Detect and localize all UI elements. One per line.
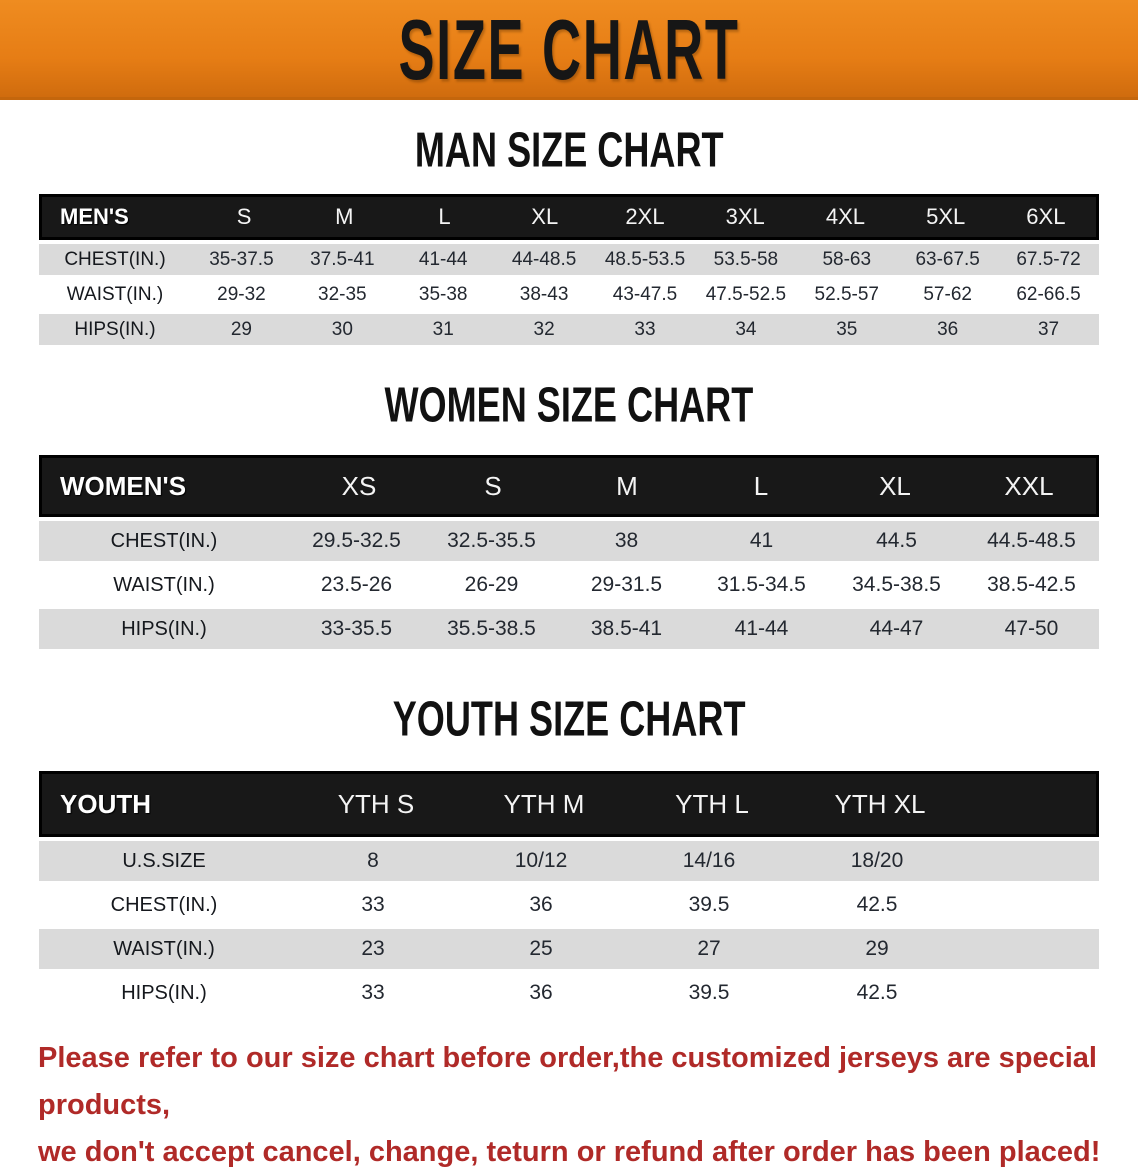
size-value-cell: 29	[230, 318, 252, 340]
row-label-cell: HIPS(IN.)	[121, 981, 207, 1004]
women-section-heading-text: WOMEN SIZE CHART	[384, 378, 754, 433]
size-value-cell: 63-67.5	[915, 248, 980, 270]
size-value-cell: 37	[1037, 318, 1060, 340]
disclaimer-text	[38, 1035, 1138, 1176]
row-label-cell: CHEST(IN.)	[110, 893, 218, 916]
size-value-cell: 39.5	[688, 981, 730, 1004]
women-waist-row	[39, 565, 1099, 605]
size-value-cell: 47.5-52.5	[705, 283, 787, 305]
youth-size-col-header: YTH XL	[834, 788, 926, 819]
row-label-cell: CHEST(IN.)	[64, 248, 166, 270]
men-chest-row	[39, 244, 1099, 275]
size-value-cell: 36	[529, 893, 553, 916]
women-chest-row	[39, 521, 1099, 561]
size-value-cell: 25	[529, 937, 553, 960]
youth-table-corner-label: YOUTH	[60, 788, 151, 819]
youth-size-col-header: YTH L	[675, 788, 749, 819]
size-value-cell: 58-63	[822, 248, 872, 270]
size-value-cell: 44-48.5	[511, 248, 577, 270]
size-value-cell: 33	[361, 893, 385, 916]
youth-section-heading-text: YOUTH SIZE CHART	[392, 692, 746, 747]
size-value-cell: 38	[614, 529, 639, 552]
size-value-cell: 33	[361, 981, 385, 1004]
men-size-col-header: XL	[531, 204, 559, 229]
men-size-col-header: 5XL	[926, 204, 966, 229]
size-value-cell: 35	[836, 318, 858, 340]
size-value-cell: 29-31.5	[590, 573, 663, 596]
youth-size-table	[39, 771, 1099, 1013]
size-value-cell: 35-38	[418, 283, 468, 305]
size-value-cell: 48.5-53.5	[604, 248, 686, 270]
size-value-cell: 43-47.5	[612, 283, 678, 305]
men-table-corner-label: MEN'S	[60, 204, 129, 229]
size-value-cell: 36	[937, 318, 959, 340]
size-value-cell: 26-29	[464, 573, 519, 596]
size-value-cell: 18/20	[850, 849, 904, 872]
size-value-cell: 35-37.5	[209, 248, 274, 270]
disclaimer-line-1: Please refer to our size chart before order,the customized jerseys are special products,	[38, 1042, 1097, 1121]
women-size-col-header: XS	[341, 470, 377, 501]
size-value-cell: 42.5	[856, 893, 898, 916]
size-value-cell: 34	[735, 318, 757, 340]
men-size-col-header: 3XL	[725, 204, 765, 229]
size-value-cell: 39.5	[688, 893, 730, 916]
men-size-col-header: S	[236, 204, 252, 229]
women-hips-row	[39, 609, 1099, 649]
size-value-cell: 38-43	[519, 283, 569, 305]
size-value-cell: 47-50	[1004, 617, 1059, 640]
size-value-cell: 32.5-35.5	[447, 529, 536, 552]
men-hips-row	[39, 314, 1099, 345]
size-value-cell: 27	[697, 937, 721, 960]
men-section-heading	[0, 123, 1138, 178]
size-value-cell: 23.5-26	[320, 573, 393, 596]
youth-size-col-header: YTH S	[337, 788, 415, 819]
men-size-col-header: 6XL	[1026, 204, 1066, 229]
size-value-cell: 33-35.5	[320, 617, 393, 640]
size-value-cell: 37.5-41	[310, 248, 375, 270]
size-value-cell: 31.5-34.5	[717, 573, 806, 596]
men-size-col-header: 2XL	[625, 204, 665, 229]
size-value-cell: 42.5	[856, 981, 898, 1004]
men-size-table	[39, 194, 1099, 345]
size-value-cell: 29.5-32.5	[312, 529, 401, 552]
size-value-cell: 38.5-41	[590, 617, 663, 640]
size-value-cell: 41-44	[734, 617, 789, 640]
youth-hips-row	[39, 973, 1099, 1013]
row-label-cell: U.S.SIZE	[122, 849, 206, 872]
size-value-cell: 34.5-38.5	[852, 573, 941, 596]
youth-table-header-row	[39, 771, 1099, 837]
size-value-cell: 23	[361, 937, 385, 960]
row-label-cell: WAIST(IN.)	[113, 937, 215, 960]
women-section-heading	[0, 378, 1138, 433]
women-size-col-header: S	[484, 470, 502, 501]
men-table-header-row	[39, 194, 1099, 240]
women-size-col-header: XL	[879, 470, 911, 501]
size-value-cell: 38.5-42.5	[987, 573, 1076, 596]
men-section-heading-text: MAN SIZE CHART	[414, 123, 724, 178]
row-label-cell: WAIST(IN.)	[113, 573, 215, 596]
youth-section-heading	[0, 692, 1138, 747]
women-size-col-header: L	[753, 470, 769, 501]
size-chart-banner	[0, 0, 1138, 100]
size-value-cell: 10/12	[514, 849, 568, 872]
row-label-cell: CHEST(IN.)	[110, 529, 218, 552]
size-value-cell: 35.5-38.5	[447, 617, 536, 640]
size-value-cell: 14/16	[682, 849, 736, 872]
row-label-cell: WAIST(IN.)	[66, 283, 164, 305]
size-value-cell: 41-44	[418, 248, 468, 270]
youth-chest-row	[39, 885, 1099, 925]
size-value-cell: 44.5-48.5	[987, 529, 1076, 552]
youth-ussize-row	[39, 841, 1099, 881]
women-table-header-row	[39, 455, 1099, 517]
banner-title: SIZE CHART	[398, 0, 740, 97]
size-value-cell: 30	[331, 318, 353, 340]
size-value-cell: 32-35	[318, 283, 367, 305]
disclaimer-line-2: we don't accept cancel, change, teturn or refund after order has been placed!	[38, 1136, 1101, 1168]
size-value-cell: 32	[533, 318, 555, 340]
youth-waist-row	[39, 929, 1099, 969]
women-size-col-header: M	[616, 470, 638, 501]
women-size-col-header: XXL	[1004, 470, 1054, 501]
size-value-cell: 8	[367, 849, 379, 872]
size-value-cell: 53.5-58	[713, 248, 779, 270]
size-value-cell: 29-32	[217, 283, 266, 305]
size-value-cell: 62-66.5	[1016, 283, 1081, 305]
women-table-corner-label: WOMEN'S	[60, 470, 187, 501]
row-label-cell: HIPS(IN.)	[121, 617, 207, 640]
size-value-cell: 36	[529, 981, 553, 1004]
size-value-cell: 31	[432, 318, 454, 340]
size-value-cell: 44-47	[869, 617, 924, 640]
men-size-col-header: M	[335, 204, 354, 229]
size-value-cell: 44.5	[876, 529, 917, 552]
size-value-cell: 57-62	[923, 283, 972, 305]
women-size-table	[39, 455, 1099, 649]
size-value-cell: 67.5-72	[1016, 248, 1081, 270]
size-value-cell: 33	[634, 318, 656, 340]
size-value-cell: 41	[749, 529, 774, 552]
row-label-cell: HIPS(IN.)	[74, 318, 156, 340]
youth-size-col-header: YTH M	[503, 788, 585, 819]
size-value-cell: 29	[865, 937, 889, 960]
men-size-col-header: 4XL	[825, 204, 866, 229]
men-size-col-header: L	[438, 204, 451, 229]
size-value-cell: 52.5-57	[814, 283, 879, 305]
men-waist-row	[39, 279, 1099, 310]
